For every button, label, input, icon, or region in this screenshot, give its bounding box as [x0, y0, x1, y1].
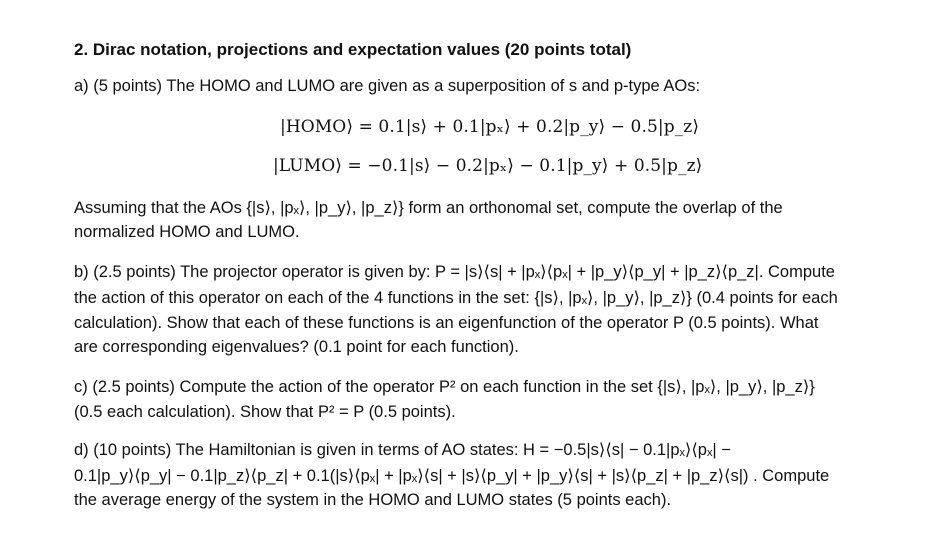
part-d-line-3: the average energy of the system in the HOMO and LUMO states (5 points each). — [74, 491, 672, 509]
part-b-line-2: the action of this operator on each of the 4 functions in the set: {|s⟩, |pₓ⟩, |p_y⟩, |p_z⟩} (0.4 points for each — [74, 289, 838, 307]
part-b-line-1: b) (2.5 points) The projector operator is given by: P = |s⟩⟨s| + |pₓ⟩⟨pₓ| + |p_y⟩⟨p_y| + |p_z⟩⟨p_z|. Compute — [74, 263, 835, 281]
part-d-line-1: d) (10 points) The Hamiltonian is given in terms of AO states: H = −0.5|s⟩⟨s| − 0.1|pₓ⟩⟨pₓ| − — [74, 441, 731, 459]
lumo-equation: |LUMO⟩ = −0.1|s⟩ − 0.2|pₓ⟩ − 0.1|p_y⟩ + 0.5|p_z⟩ — [273, 156, 703, 176]
part-b-line-4: are corresponding eigenvalues? (0.1 point for each function). — [74, 338, 519, 356]
part-a-intro: a) (5 points) The HOMO and LUMO are given as a superposition of s and p-type AOs: — [74, 77, 701, 95]
part-c-line-1: c) (2.5 points) Compute the action of the operator P² on each function in the set {|s⟩, |pₓ⟩, |p_y⟩, |p_z⟩} — [74, 378, 815, 396]
problem-heading: 2. Dirac notation, projections and expectation values (20 points total) — [74, 40, 632, 59]
part-a-line-1: Assuming that the AOs {|s⟩, |pₓ⟩, |p_y⟩, |p_z⟩} form an orthonomal set, compute the overlap of the — [74, 199, 783, 217]
part-d-line-2: 0.1|p_y⟩⟨p_y| − 0.1|p_z⟩⟨p_z| + 0.1(|s⟩⟨pₓ| + |pₓ⟩⟨s| + |s⟩⟨p_y| + |p_y⟩⟨s| + |s⟩⟨p_z| + |p_z⟩⟨s|) . Compute — [74, 467, 830, 485]
homo-equation: |HOMO⟩ = 0.1|s⟩ + 0.1|pₓ⟩ + 0.2|p_y⟩ − 0.5|p_z⟩ — [280, 117, 700, 137]
part-b-line-3: calculation). Show that each of these functions is an eigenfunction of the operator P (0.5 points). What — [74, 314, 819, 332]
part-a-line-2: normalized HOMO and LUMO. — [74, 223, 300, 241]
part-c-line-2: (0.5 each calculation). Show that P² = P (0.5 points). — [74, 403, 456, 421]
